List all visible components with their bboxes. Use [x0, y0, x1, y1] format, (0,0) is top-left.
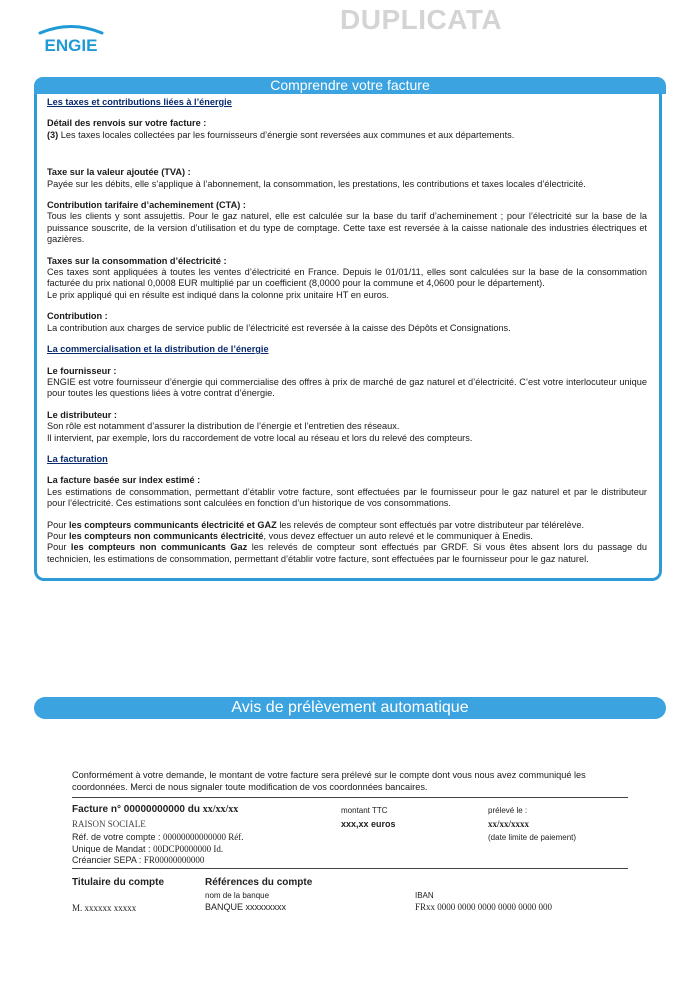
p3-tail: les relevés de compteur sont effectués par GRDF. Si vous êtes absent lors du passage du technicien, les estimations de consommation, permettant d’établir votre facture, sont effectuées par le fournisseur pour le gaz naturel.	[47, 542, 647, 564]
detail-ref: (3)	[47, 129, 59, 140]
mandat-value: 00DCP0000000 Id.	[153, 844, 224, 854]
preleve-date: xx/xx/xxxx	[488, 819, 530, 829]
banque-value: BANQUE xxxxxxxxx	[205, 902, 287, 912]
p2-lead: Pour	[47, 530, 69, 541]
tva-text: Payée sur les débits, elle s’applique à l’abonnement, la consommation, les prestations, les contributions et taxes locales d’électricité.	[47, 178, 586, 189]
contribution-text: La contribution aux charges de service public de l’électricité est reversée à la caisse des Dépôts et Consignations.	[47, 322, 511, 333]
compteurs-non-communicants-elec-text	[47, 531, 647, 542]
cta-text: Tous les clients y sont assujettis. Pour le gaz naturel, elle est calculée sur la base du tarif d’acheminement ; pour l’électricité sur la base de la puissance souscrite, de la version d’utilisation et du type de comptage. Cette taxe est reversée à la caisse nationale des industries électriques et gazières.	[47, 211, 647, 245]
p3-bold: les compteurs non communicants Gaz	[70, 542, 248, 553]
section-title-taxes: Les taxes et contributions liées à l’énergie	[47, 97, 232, 107]
index-estime-text: Les estimations de consommation, permettant d’établir votre facture, sont effectuées par le fournisseur pour le gaz naturel et par le distributeur pour l’électricité. Ces estimations sont calculées en fonction d’un historique de vos consommations.	[47, 486, 647, 509]
avis-intro-text: Conformément à votre demande, le montant de votre facture sera prélevé sur le compte dont vous nous avez communiqué les coordonnées. Merci de nous signaler toute modification de vos coordonnées bancaires.	[72, 770, 586, 792]
svg-text:ENGIE: ENGIE	[44, 36, 98, 54]
duplicata-watermark: DUPLICATA	[340, 4, 503, 35]
preleve-label: prélevé le :	[488, 806, 528, 815]
mandat	[72, 844, 223, 854]
p1-lead: Pour	[47, 519, 69, 530]
distributeur-text-2: Il intervient, par exemple, lors du raccordement de votre local au réseau et lors du relevé des compteurs.	[47, 432, 473, 443]
date-limite-note: (date limite de paiement)	[488, 833, 577, 842]
montant-label: montant TTC	[341, 806, 388, 815]
tce-title: Taxes sur la consommation d’électricité :	[47, 255, 227, 266]
section-title-commercialisation: La commercialisation et la distribution de l’énergie	[47, 344, 269, 355]
p2-tail: , vous devez effectuer un auto relevé et le communiquer à Enedis.	[263, 530, 533, 541]
explain-panel-title: Comprendre votre facture	[270, 77, 430, 93]
section-title-facturation: La facturation	[47, 453, 108, 464]
explain-content	[47, 97, 647, 565]
cta-title: Contribution tarifaire d’acheminement (CTA) :	[47, 200, 246, 211]
avis-title: Avis de prélèvement automatique	[231, 699, 469, 716]
tce-text: Ces taxes sont appliquées à toutes les ventes d’électricité en France. Depuis le 01/01/11, elles sont calculées sur la base de la consommation facturée du prix national 0,0008 EUR multiplié par un coefficient (8,0000 pour la commune et 4,0600 pour le département).	[47, 267, 647, 289]
references-label: Références du compte	[205, 877, 313, 888]
detail-body: Les taxes locales collectées par les fournisseurs d’énergie sont reversées aux communes et aux départements.	[58, 129, 515, 140]
creancier-label: Créancier SEPA :	[72, 855, 144, 865]
banque-label: nom de la banque	[205, 891, 270, 900]
contribution-title: Contribution :	[47, 311, 108, 322]
p2-bold: les compteurs non communicants électricité	[68, 530, 264, 541]
tva-title: Taxe sur la valeur ajoutée (TVA) :	[47, 167, 191, 178]
fournisseur-text: ENGIE est votre fournisseur d’énergie qui commercialise des offres à prix de marché de gaz naturel et d’électricité. C’est votre interlocuteur unique pour toutes les questions liées à votre contrat d’énergie.	[47, 376, 647, 399]
p3-lead: Pour	[47, 542, 71, 553]
detail-text	[47, 130, 647, 141]
p1-bold: les compteurs communicants électricité et GAZ	[68, 519, 277, 530]
compteurs-communicants-text	[47, 520, 647, 531]
facture-label: Facture n° 00000000000 du	[72, 804, 203, 815]
facture-number	[72, 804, 238, 815]
ref-compte-label: Réf. de votre compte :	[72, 832, 164, 842]
index-estime-title: La facture basée sur index estimé :	[47, 475, 201, 486]
creancier-sepa	[72, 855, 204, 865]
compteurs-non-communicants-gaz-text	[47, 542, 647, 565]
engie-logo	[34, 22, 108, 54]
iban-value: FRxx 0000 0000 0000 0000 0000 000	[415, 902, 553, 912]
titulaire-label: Titulaire du compte	[72, 877, 165, 888]
facture-date: xx/xx/xx	[202, 804, 239, 815]
iban-label: IBAN	[415, 891, 434, 900]
titulaire-value: M. xxxxxx xxxxx	[72, 903, 137, 913]
ref-compte-value: 00000000000000 Réf.	[163, 832, 244, 842]
divider-top	[72, 797, 628, 798]
raison-sociale: RAISON SOCIALE	[72, 819, 146, 829]
mandat-label: Unique de Mandat :	[72, 844, 154, 854]
tce-text-2: Le prix appliqué qui en résulte est indiqué dans la colonne prix unitaire HT en euros.	[47, 289, 390, 300]
ref-compte	[72, 832, 244, 842]
montant-value: xxx,xx euros	[341, 819, 396, 829]
divider-middle	[72, 868, 628, 869]
p1-tail: les relevés de compteur sont effectués par votre distributeur par télérelève.	[276, 519, 585, 530]
distributeur-title: Le distributeur :	[47, 409, 117, 420]
distributeur-text: Son rôle est notamment d’assurer la distribution de l’énergie et l’entretien des réseaux.	[47, 421, 400, 432]
fournisseur-title: Le fournisseur :	[47, 365, 117, 376]
detail-title: Détail des renvois sur votre facture :	[47, 118, 207, 129]
creancier-value: FR00000000000	[143, 855, 205, 865]
